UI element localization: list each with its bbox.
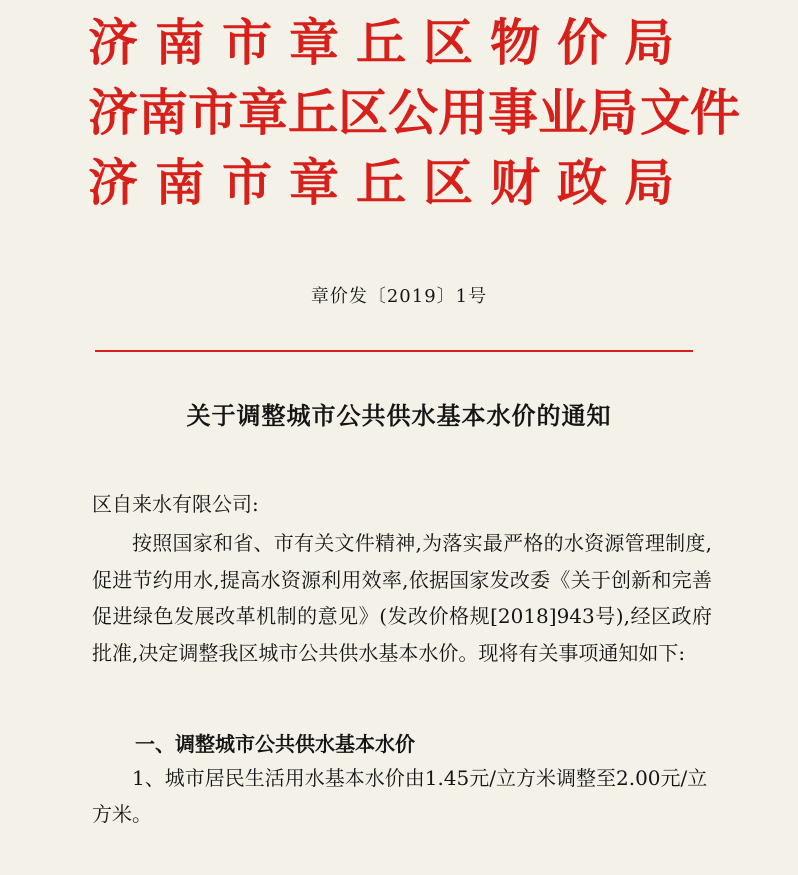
section-heading: 一、调整城市公共供水基本水价: [135, 732, 415, 756]
issuer-line-price-bureau: [88, 8, 728, 78]
document-suffix: 文件: [640, 83, 740, 142]
document-title: 关于调整城市公共供水基本水价的通知: [186, 401, 612, 430]
body-paragraph: 按照国家和省、市有关文件精神,为落实最严格的水资源管理制度,促进节约用水,提高水资源利用效率,依据国家发改委《关于创新和完善促进绿色发展改革机制的意见》(发改价格规[2018]943号),经区政府批准,决定调整我区城市公共供水基本水价。现将有关事项通知如下:: [92, 531, 712, 665]
list-item: 1、城市居民生活用水基本水价由1.45元/立方米调整至2.00元/立方米。: [92, 766, 708, 826]
issuer-name-finance-bureau: 济南市章丘区财政局: [88, 153, 691, 212]
issuer-header: [88, 8, 740, 218]
issuer-name-price-bureau: 济南市章丘区物价局: [88, 13, 691, 72]
document-number: 章价发〔2019〕1号: [310, 286, 488, 307]
red-divider: [95, 350, 693, 352]
addressee: 区自来水有限公司:: [92, 492, 259, 516]
issuer-name-utilities-bureau: 济南市章丘区公用事业局: [88, 83, 638, 142]
issuer-line-utilities-bureau: [88, 78, 740, 148]
issuer-line-finance-bureau: [88, 148, 728, 218]
body-text: [92, 525, 712, 671]
